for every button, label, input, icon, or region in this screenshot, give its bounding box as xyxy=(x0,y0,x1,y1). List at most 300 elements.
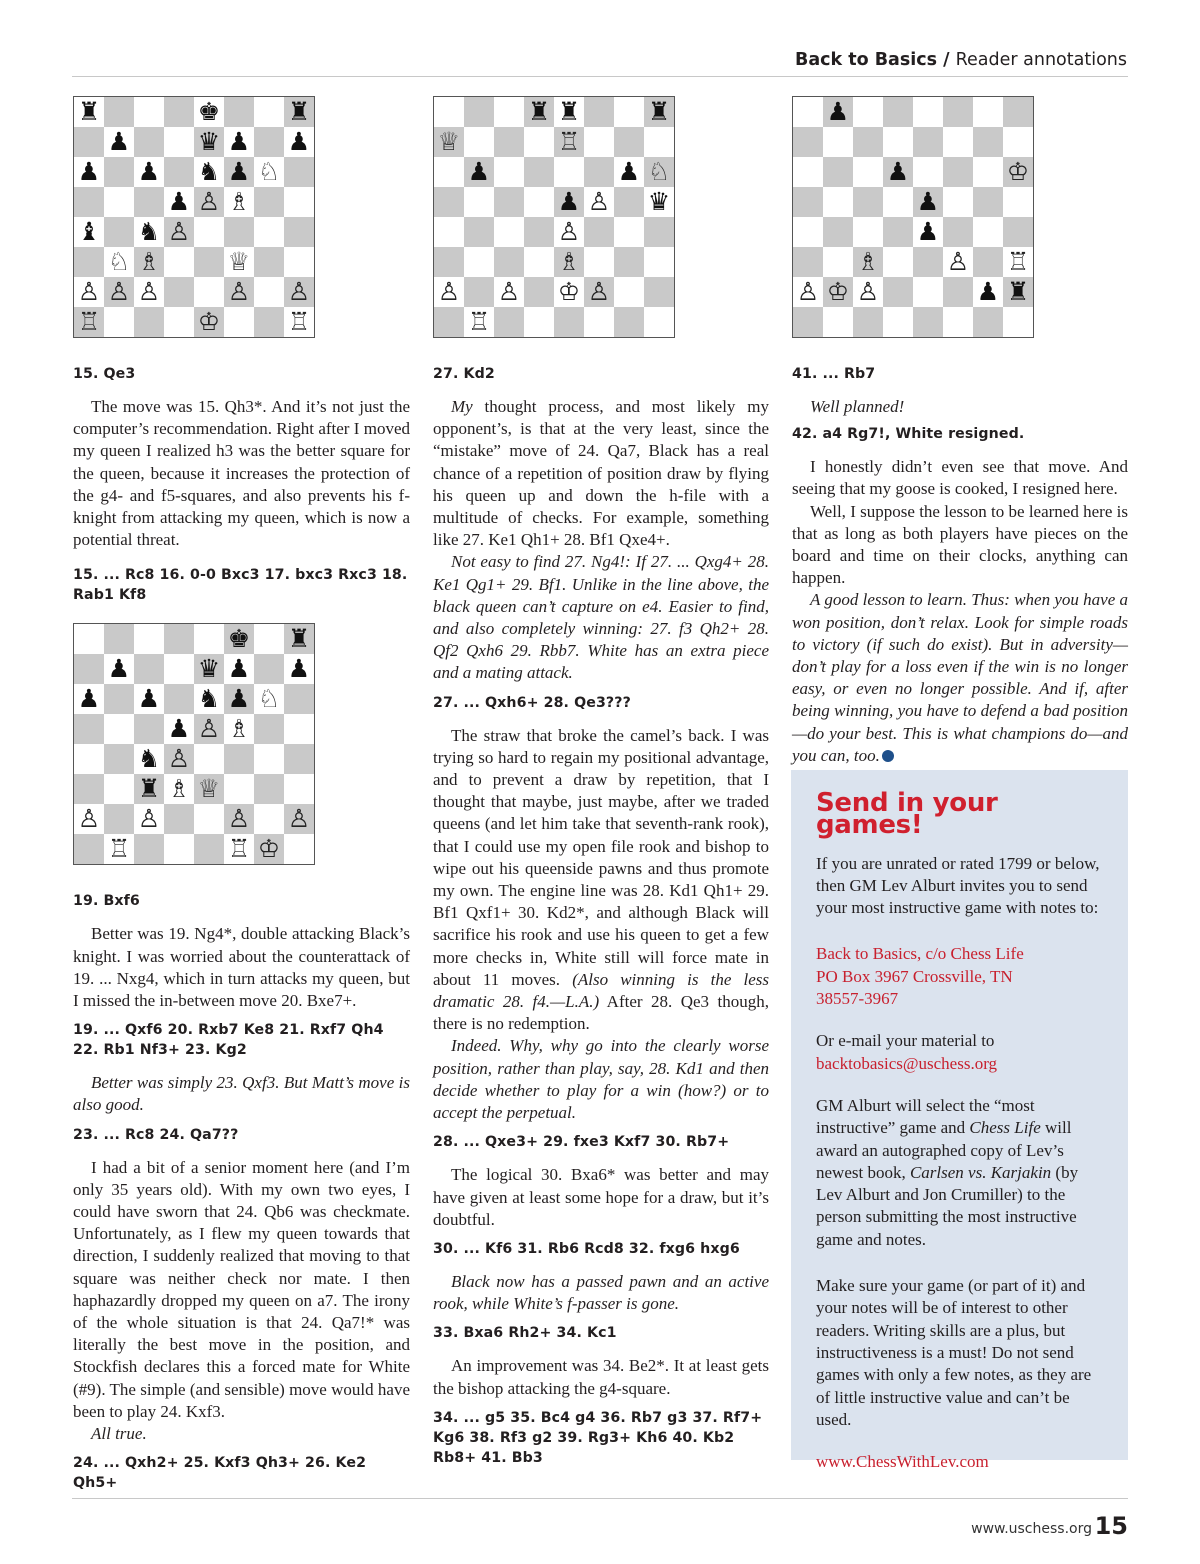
white-pawn-icon: ♙ xyxy=(287,277,311,306)
white-pawn-icon: ♙ xyxy=(107,277,131,306)
board-square xyxy=(614,127,644,157)
black-pawn-icon: ♟ xyxy=(916,217,940,246)
board-square xyxy=(973,157,1003,187)
black-pawn-icon: ♟ xyxy=(77,157,101,186)
board-square xyxy=(793,127,823,157)
black-bishop-icon: ♝ xyxy=(77,217,101,246)
black-rook-icon: ♜ xyxy=(647,97,671,126)
board-square xyxy=(524,127,554,157)
board-square xyxy=(74,307,104,337)
column-3 xyxy=(792,96,1128,767)
board-square xyxy=(853,307,883,337)
board-square xyxy=(494,97,524,127)
board-square xyxy=(134,307,164,337)
board-square xyxy=(434,97,464,127)
white-knight-icon: ♘ xyxy=(107,247,131,276)
board-square xyxy=(434,307,464,337)
move-heading: 24. ... Qxh2+ 25. Kxf3 Qh3+ 26. Ke2 Qh5+ xyxy=(73,1455,367,1492)
black-knight-icon: ♞ xyxy=(137,217,161,246)
board-square xyxy=(284,714,314,744)
board-square xyxy=(254,684,284,714)
board-square xyxy=(913,307,943,337)
white-rook-icon: ♖ xyxy=(1006,247,1030,276)
white-rook-icon: ♖ xyxy=(107,834,131,864)
board-square xyxy=(284,217,314,247)
sidebar-paragraph xyxy=(816,1095,1104,1251)
white-pawn-icon: ♙ xyxy=(137,277,161,306)
paragraph: Better was 19. Ng4*, double attacking Black’s knight. I was worried about the counterattack of 19. ... Nxg4, which in turn attacks my queen, but I missed the in-between move 20. Bxe7+. xyxy=(73,924,410,1011)
white-pawn-icon: ♙ xyxy=(796,277,820,306)
white-queen-icon: ♕ xyxy=(197,774,221,804)
chess-diagram-2 xyxy=(73,623,315,865)
column-2 xyxy=(433,96,769,1480)
black-pawn-icon: ♟ xyxy=(107,654,131,684)
board-square xyxy=(434,217,464,247)
board-square xyxy=(104,624,134,654)
white-bishop-icon: ♗ xyxy=(227,714,251,744)
board-square xyxy=(254,217,284,247)
board-square xyxy=(284,127,314,157)
board-square xyxy=(224,187,254,217)
board-square xyxy=(194,774,224,804)
board-square xyxy=(74,277,104,307)
chess-diagram-4 xyxy=(792,96,1034,338)
board-square xyxy=(823,187,853,217)
board-square xyxy=(134,684,164,714)
board-square xyxy=(464,187,494,217)
board-square xyxy=(104,804,134,834)
black-pawn-icon: ♟ xyxy=(167,714,191,744)
board-square xyxy=(104,714,134,744)
board-square xyxy=(224,217,254,247)
board-square xyxy=(853,277,883,307)
board-square xyxy=(134,744,164,774)
white-pawn-icon: ♙ xyxy=(77,804,101,834)
white-queen-icon: ♕ xyxy=(227,247,251,276)
board-square xyxy=(284,247,314,277)
board-square xyxy=(104,654,134,684)
mailing-address-line: Back to Basics, c/o Chess Life xyxy=(816,944,1024,964)
board-square xyxy=(614,217,644,247)
mailing-address-line: 38557-3967 xyxy=(816,989,899,1009)
board-square xyxy=(943,187,973,217)
board-square xyxy=(793,307,823,337)
move-heading: 33. Bxa6 Rh2+ 34. Kc1 xyxy=(433,1325,617,1342)
header-section: Back to Basics xyxy=(794,50,938,70)
board-square xyxy=(254,804,284,834)
board-square xyxy=(284,684,314,714)
board-square xyxy=(644,277,674,307)
board-square xyxy=(104,187,134,217)
board-square xyxy=(614,187,644,217)
paragraph: Well, I suppose the lesson to be learned here is that as long as both players have pieces on the board and time on their clocks, anything can happen. xyxy=(792,501,1128,588)
board-square xyxy=(224,307,254,337)
board-square xyxy=(584,157,614,187)
board-square xyxy=(823,97,853,127)
board-square xyxy=(254,157,284,187)
board-square xyxy=(1003,97,1033,127)
move-heading: 34. ... g5 35. Bc4 g4 36. Rb7 g3 37. Rf7+ Kg6 38. Rf3 g2 39. Rg3+ Kh6 40. Kb2 Rb8+ 41. Bb3 xyxy=(433,1409,763,1466)
board-square xyxy=(883,307,913,337)
board-square xyxy=(853,217,883,247)
board-square xyxy=(224,97,254,127)
board-square xyxy=(823,307,853,337)
board-square xyxy=(943,247,973,277)
board-square xyxy=(584,307,614,337)
emphasis: My xyxy=(451,397,473,416)
black-pawn-icon: ♟ xyxy=(287,654,311,684)
board-square xyxy=(134,217,164,247)
board-square xyxy=(104,834,134,864)
paragraph-italic: Black now has a passed pawn and an active rook, while White’s f-passer is gone. xyxy=(433,1271,769,1314)
chess-diagram-3 xyxy=(433,96,675,338)
sidebar-paragraph: Or e-mail your material to xyxy=(816,1031,995,1051)
board-square xyxy=(224,714,254,744)
board-square xyxy=(74,247,104,277)
black-rook-icon: ♜ xyxy=(287,624,311,654)
board-square xyxy=(284,744,314,774)
board-square xyxy=(494,187,524,217)
board-square xyxy=(973,277,1003,307)
board-square xyxy=(74,654,104,684)
board-square xyxy=(464,217,494,247)
board-square xyxy=(194,127,224,157)
board-square xyxy=(584,217,614,247)
header-rule xyxy=(72,76,1128,77)
board-square xyxy=(254,97,284,127)
board-square xyxy=(194,277,224,307)
paragraph-text: thought process, and most likely my opponent’s, is that at the very least, since the “mistake” move of 24. Qa7, Black has a real chance of a repetition of position draw by flying his queen up and down the h-file with a multitude of checks. For example, something like 27. Ke1 Qh1+ 28. Bf1 Qxe4+. xyxy=(433,397,769,550)
board-square xyxy=(913,277,943,307)
board-square xyxy=(1003,307,1033,337)
board-square xyxy=(644,217,674,247)
white-rook-icon: ♖ xyxy=(227,834,251,864)
white-pawn-icon: ♙ xyxy=(856,277,880,306)
board-square xyxy=(194,654,224,684)
board-square xyxy=(883,97,913,127)
board-square xyxy=(194,187,224,217)
paragraph-italic xyxy=(792,589,1128,767)
board-square xyxy=(1003,127,1033,157)
board-square xyxy=(793,187,823,217)
board-square xyxy=(224,744,254,774)
board-square xyxy=(464,127,494,157)
magazine-title: Chess Life xyxy=(969,1118,1041,1138)
board-square xyxy=(164,804,194,834)
board-square xyxy=(823,277,853,307)
paragraph: I had a bit of a senior moment here (and I’m only 35 years old). With my own two eyes, I could have sworn that 24. Qb6 was checkmate. Unfortunately, as I flew my queen towards that direction, I suddenly realized that moving to that square was neither check nor mate. I then haphazardly dropped my queen on a7. The irony of the whole situation is that 24. Qa7!* was literally the best move in the position, and Stockfish declares this a forced mate for White (#9). The simple (and sensible) move would have been to play 24. Kxf3. xyxy=(73,1157,410,1421)
black-pawn-icon: ♟ xyxy=(227,157,251,186)
black-knight-icon: ♞ xyxy=(197,157,221,186)
board-square xyxy=(644,97,674,127)
board-square xyxy=(883,217,913,247)
board-square xyxy=(104,684,134,714)
board-square xyxy=(584,187,614,217)
board-square xyxy=(913,97,943,127)
white-king-icon: ♔ xyxy=(257,834,281,864)
board-square xyxy=(164,774,194,804)
white-pawn-icon: ♙ xyxy=(587,277,611,306)
board-square xyxy=(464,277,494,307)
board-square xyxy=(1003,247,1033,277)
board-square xyxy=(164,654,194,684)
board-square xyxy=(254,834,284,864)
board-square xyxy=(74,804,104,834)
board-square xyxy=(194,714,224,744)
header-subsection: Reader annotations xyxy=(955,50,1127,70)
paragraph-italic: Better was simply 23. Qxf3. But Matt’s move is also good. xyxy=(73,1073,410,1115)
board-square xyxy=(74,624,104,654)
board-square xyxy=(494,247,524,277)
board-square xyxy=(254,654,284,684)
white-pawn-icon: ♙ xyxy=(287,804,311,834)
sidebar-paragraph: Make sure your game (or part of it) and your notes will be of interest to other readers. Writing skills are a plus, but instructiveness is a must! Do not send games with only a few notes, as they are of little instructive value and can’t be used. xyxy=(816,1276,1092,1429)
board-square xyxy=(164,277,194,307)
board-square xyxy=(943,277,973,307)
board-square xyxy=(254,714,284,744)
board-square xyxy=(793,277,823,307)
board-square xyxy=(883,277,913,307)
board-square xyxy=(793,157,823,187)
board-square xyxy=(584,127,614,157)
board-square xyxy=(524,307,554,337)
email-link[interactable]: backtobasics@uschess.org xyxy=(816,1053,998,1073)
white-pawn-icon: ♙ xyxy=(497,277,521,306)
board-square xyxy=(853,157,883,187)
board-square xyxy=(164,834,194,864)
black-pawn-icon: ♟ xyxy=(107,127,131,156)
board-square xyxy=(524,97,554,127)
board-square xyxy=(973,127,1003,157)
board-square xyxy=(224,774,254,804)
board-square xyxy=(224,684,254,714)
board-square xyxy=(524,247,554,277)
board-square xyxy=(434,157,464,187)
board-square xyxy=(823,217,853,247)
board-square xyxy=(614,277,644,307)
board-square xyxy=(224,834,254,864)
move-heading: 41. ... Rb7 xyxy=(792,366,876,382)
board-square xyxy=(644,127,674,157)
board-square xyxy=(194,217,224,247)
white-pawn-icon: ♙ xyxy=(557,217,581,246)
website-link[interactable]: www.ChessWithLev.com xyxy=(816,1452,989,1472)
board-square xyxy=(464,307,494,337)
board-square xyxy=(1003,277,1033,307)
board-square xyxy=(134,187,164,217)
white-pawn-icon: ♙ xyxy=(227,804,251,834)
board-square xyxy=(913,247,943,277)
board-square xyxy=(823,127,853,157)
board-square xyxy=(194,157,224,187)
paragraph-italic: Not easy to find 27. Ng4!: If 27. ... Qxg4+ 28. Ke1 Qg1+ 29. Bf1. Unlike in the line above, the black queen can’t capture on e4. Easier to find, and also completely winning: 27. f3 Qh2+ 28. Qf2 Qxh6 29. Rbb7. White has an extra piece and a mating attack. xyxy=(433,552,769,683)
page-number: 15 xyxy=(1094,1512,1128,1540)
board-square xyxy=(584,247,614,277)
board-square xyxy=(284,307,314,337)
board-square xyxy=(494,217,524,247)
paragraph-italic: Indeed. Why, why go into the clearly worse position, rather than play, say, 28. Kd1 and then decide whether to play for a win (how?) or to accept the perpetual. xyxy=(433,1036,769,1123)
board-square xyxy=(134,157,164,187)
board-square xyxy=(224,247,254,277)
white-knight-icon: ♘ xyxy=(257,157,281,186)
board-square xyxy=(973,97,1003,127)
black-queen-icon: ♛ xyxy=(647,187,671,216)
white-rook-icon: ♖ xyxy=(77,307,101,336)
board-square xyxy=(134,127,164,157)
board-square xyxy=(104,247,134,277)
board-square xyxy=(524,187,554,217)
board-square xyxy=(943,157,973,187)
white-king-icon: ♔ xyxy=(197,307,221,336)
footer-rule xyxy=(72,1498,1128,1499)
board-square xyxy=(554,247,584,277)
black-pawn-icon: ♟ xyxy=(886,157,910,186)
board-square xyxy=(614,97,644,127)
board-square xyxy=(194,307,224,337)
move-heading: 30. ... Kf6 31. Rb6 Rcd8 32. fxg6 hxg6 xyxy=(433,1240,740,1257)
board-square xyxy=(74,774,104,804)
board-square xyxy=(883,157,913,187)
board-square xyxy=(284,187,314,217)
black-pawn-icon: ♟ xyxy=(826,97,850,126)
board-square xyxy=(194,804,224,834)
board-square xyxy=(1003,157,1033,187)
board-square xyxy=(943,217,973,247)
board-square xyxy=(134,97,164,127)
paragraph-text: The straw that broke the camel’s back. I was trying so hard to regain my positional advantage, and to prevent a draw by repetition, that I thought that maybe, just maybe, after we traded queens (and let him take that seventh-rank rook), that I could use my open file rook and bishop to wipe out his queenside pawns and thus promote my own. The engine line was 28. Kd1 Qh1+ 29. Bf1 Qxf1+ 30. Kd2*, and although Black will sacrifice his rook and use his queen to get a few more checks in, White still will force mate in about 11 moves. xyxy=(433,725,769,989)
board-square xyxy=(164,157,194,187)
black-knight-icon: ♞ xyxy=(137,744,161,774)
paragraph: The move was 15. Qh3*. And it’s not just the computer’s recommendation. Right after I moved my queen I realized h3 was the better square for the queen, because it increases the protection of the g4- and f5-squares, and also prevents his f-knight from attacking my queen, which is now a potential threat. xyxy=(73,397,410,550)
black-pawn-icon: ♟ xyxy=(916,187,940,216)
move-heading: 15. Qe3 xyxy=(73,366,136,382)
black-king-icon: ♚ xyxy=(197,97,221,126)
board-square xyxy=(284,624,314,654)
board-square xyxy=(464,247,494,277)
board-square xyxy=(464,157,494,187)
board-square xyxy=(494,307,524,337)
paragraph: I honestly didn’t even see that move. And seeing that my goose is cooked, I resigned here. xyxy=(792,457,1128,499)
board-square xyxy=(284,97,314,127)
board-square xyxy=(494,277,524,307)
board-square xyxy=(254,127,284,157)
board-square xyxy=(494,157,524,187)
annotator-note: (Also winning is the less dramatic 28. f4.—L.A.) xyxy=(433,969,770,1012)
board-square xyxy=(194,744,224,774)
board-square xyxy=(823,247,853,277)
paragraph: An improvement was 34. Be2*. It at least gets the bishop attacking the g4-square. xyxy=(433,1356,769,1398)
black-rook-icon: ♜ xyxy=(1006,277,1030,306)
board-square xyxy=(224,157,254,187)
black-pawn-icon: ♟ xyxy=(227,127,251,156)
board-square xyxy=(554,187,584,217)
board-square xyxy=(164,187,194,217)
paragraph xyxy=(433,725,769,1036)
board-square xyxy=(284,774,314,804)
paragraph xyxy=(433,396,769,551)
board-square xyxy=(134,654,164,684)
white-bishop-icon: ♗ xyxy=(137,247,161,276)
board-square xyxy=(644,157,674,187)
black-knight-icon: ♞ xyxy=(197,684,221,714)
white-pawn-icon: ♙ xyxy=(77,277,101,306)
board-square xyxy=(853,127,883,157)
board-square xyxy=(284,277,314,307)
move-heading: 19. ... Qxf6 20. Rxb7 Ke8 21. Rxf7 Qh4 22. Rb1 Nf3+ 23. Kg2 xyxy=(73,1022,384,1059)
board-square xyxy=(194,247,224,277)
board-square xyxy=(584,97,614,127)
board-square xyxy=(104,277,134,307)
black-rook-icon: ♜ xyxy=(137,774,161,804)
board-square xyxy=(434,247,464,277)
black-rook-icon: ♜ xyxy=(527,97,551,126)
move-heading: 23. ... Rc8 24. Qa7?? xyxy=(73,1126,239,1143)
white-queen-icon: ♕ xyxy=(437,127,461,156)
board-square xyxy=(104,744,134,774)
black-queen-icon: ♛ xyxy=(197,127,221,156)
board-square xyxy=(913,157,943,187)
board-square xyxy=(284,804,314,834)
board-square xyxy=(554,277,584,307)
move-heading: 28. ... Qxe3+ 29. fxe3 Kxf7 30. Rb7+ xyxy=(433,1134,730,1151)
board-square xyxy=(254,774,284,804)
black-queen-icon: ♛ xyxy=(197,654,221,684)
board-square xyxy=(883,127,913,157)
black-pawn-icon: ♟ xyxy=(976,277,1000,306)
board-square xyxy=(614,247,644,277)
board-square xyxy=(793,217,823,247)
board-square xyxy=(134,277,164,307)
board-square xyxy=(1003,217,1033,247)
board-square xyxy=(554,127,584,157)
footer-url: www.uschess.org xyxy=(971,1521,1092,1537)
black-pawn-icon: ♟ xyxy=(137,684,161,714)
board-square xyxy=(644,187,674,217)
sidebar-paragraph: If you are unrated or rated 1799 or below, then GM Lev Alburt invites you to send your most instructive game with notes to: xyxy=(816,853,1100,918)
column-1 xyxy=(73,96,410,1505)
white-king-icon: ♔ xyxy=(826,277,850,306)
black-rook-icon: ♜ xyxy=(77,97,101,126)
board-square xyxy=(74,684,104,714)
board-square xyxy=(194,624,224,654)
board-square xyxy=(164,684,194,714)
board-square xyxy=(134,247,164,277)
white-king-icon: ♔ xyxy=(1006,157,1030,186)
black-pawn-icon: ♟ xyxy=(467,157,491,186)
move-heading: 27. Kd2 xyxy=(433,366,495,382)
black-pawn-icon: ♟ xyxy=(287,127,311,156)
white-bishop-icon: ♗ xyxy=(856,247,880,276)
white-bishop-icon: ♗ xyxy=(227,187,251,216)
black-pawn-icon: ♟ xyxy=(617,157,641,186)
board-square xyxy=(224,127,254,157)
board-square xyxy=(973,247,1003,277)
board-square xyxy=(74,127,104,157)
board-square xyxy=(853,247,883,277)
move-heading: 27. ... Qxh6+ 28. Qe3??? xyxy=(433,694,631,711)
board-square xyxy=(164,217,194,247)
board-square xyxy=(224,277,254,307)
black-pawn-icon: ♟ xyxy=(227,654,251,684)
black-rook-icon: ♜ xyxy=(287,97,311,126)
board-square xyxy=(134,714,164,744)
move-heading: 15. ... Rc8 16. 0-0 Bxc3 17. bxc3 Rxc3 18. Rab1 Kf8 xyxy=(73,567,408,604)
board-square xyxy=(224,654,254,684)
board-square xyxy=(164,714,194,744)
board-square xyxy=(913,127,943,157)
black-pawn-icon: ♟ xyxy=(557,187,581,216)
board-square xyxy=(554,217,584,247)
